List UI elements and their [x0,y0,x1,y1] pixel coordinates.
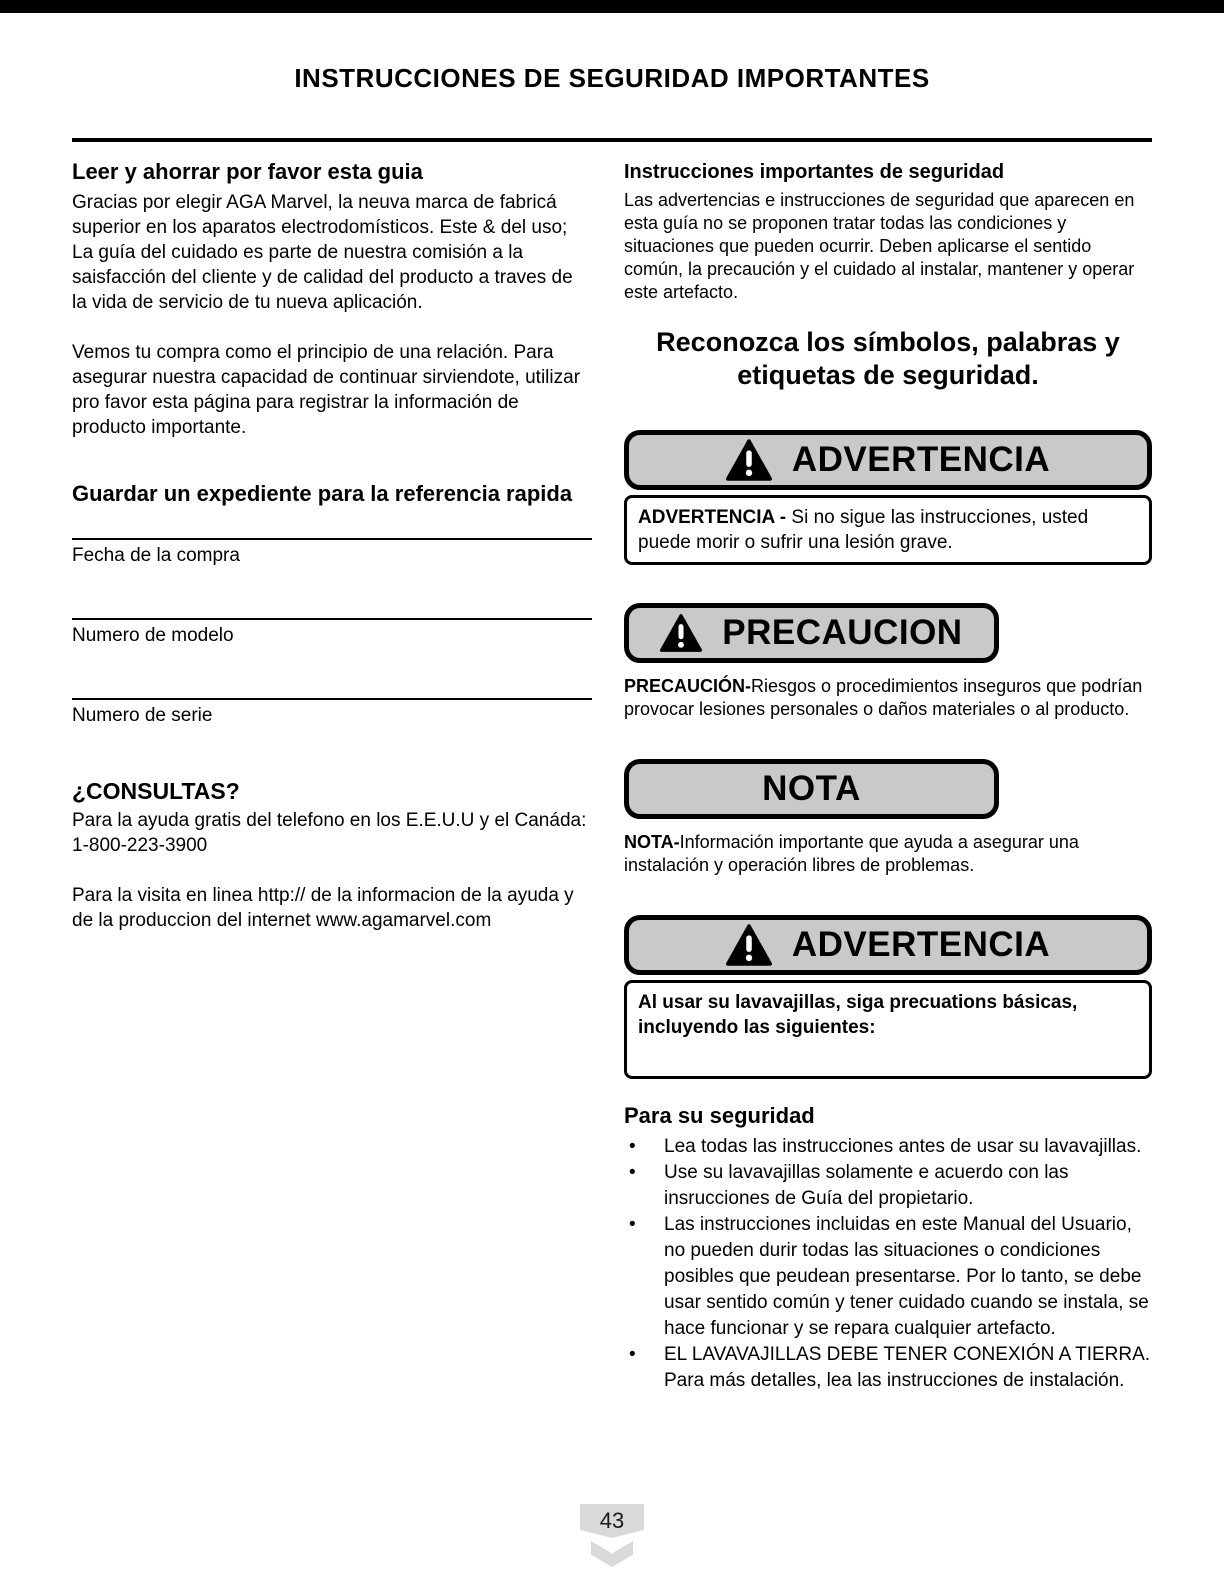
warning-body-1 [624,495,1152,565]
note-body [624,831,1152,877]
footer-chevron-shape [591,1541,633,1567]
paragraph-important-instructions: Las advertencias e instrucciones de seguridad que aparecen en esta guía no se proponen tratar todas las condiciones y situaciones que pueden ocurrir. Deben aplicarse el sentido común, la precaución y el cuidado al instalar, mantener y operar este artefacto. [624,190,1135,302]
section-heading-consultas: ¿CONSULTAS? [72,778,240,804]
caution-body-text: Riesgos o procedimientos inseguros que podrían provocar lesiones personales o daños materiales o al producto. [624,676,1143,719]
warning-triangle-icon [726,924,772,966]
warning-body-2: Al usar su lavavajillas, siga precuations básicas, incluyendo las siguientes: [624,980,1152,1079]
form-line-purchase-date [72,538,592,568]
bullet-marker: • [629,1214,636,1235]
warning-body-text: Si no sigue las instrucciones, usted puede morir o sufrir una lesión grave. [638,507,1089,553]
page-number: 43 [599,1508,625,1533]
field-label-serial-number: Numero de serie [72,705,213,726]
caution-body [624,675,1152,721]
warning-header-2 [624,915,1152,975]
form-line-model-number [72,618,592,648]
page-title: INSTRUCCIONES DE SEGURIDAD IMPORTANTES [294,63,930,93]
page-footer [576,1504,648,1570]
field-label-model-number: Numero de modelo [72,625,234,646]
bullet-marker: • [629,1136,636,1157]
warning-label: ADVERTENCIA [791,925,1051,964]
symbols-heading: Reconozca los símbolos, palabras y etiquetas de seguridad. [656,327,1120,390]
caution-label: PRECAUCION [722,613,963,652]
note-block [624,759,1152,877]
warning-triangle-icon [660,614,702,652]
field-label-purchase-date: Fecha de la compra [72,545,240,566]
bullet-text: Las instrucciones incluidas en este Manual del Usuario, no pueden durir todas las situaciones o condiciones posibles que peudean presentarse. Por lo tanto, se debe usar sentido común y tener cuidado cuando se instala, se hace funcionar y se repara cualquier artefacto. [664,1214,1149,1339]
paragraph-save-guide-1: Gracias por elegir AGA Marvel, la neuva marca de fabricá superior en los aparatos electrodomísticos. Este & del uso; La guía del cuidado es parte de nuestra comisión a la saisfacción del cliente y de calidad del producto a traves de la vida de servicio de tu nueva aplicación. [72,192,573,313]
safety-bullet-list [624,1134,1152,1394]
note-body-prefix: NOTA- [624,832,680,852]
bullet-text: EL LAVAVAJILLAS DEBE TENER CONEXIÓN A TIERRA. Para más detalles, lea las instrucciones de instalación. [664,1344,1151,1391]
list-item [624,1212,1152,1342]
section-heading-save-guide: Leer y ahorrar por favor esta guia [72,159,423,184]
list-item [624,1342,1152,1394]
paragraph-save-guide-2: Vemos tu compra como el principio de una relación. Para asegurar nuestra capacidad de continuar sirviendote, utilizar pro favor esta página para registrar la información de producto importante. [72,342,581,438]
list-item [624,1160,1152,1212]
note-body-text: Información importante que ayuda a asegurar una instalación y operación libres de problemas. [624,832,1079,875]
note-header [624,759,999,819]
bullet-marker: • [629,1344,636,1365]
warning-block-1 [624,430,1152,565]
bullet-text: Lea todas las instrucciones antes de usar su lavavajillas. [664,1136,1142,1157]
caution-body-prefix: PRECAUCIÓN- [624,676,752,696]
note-label: NOTA [762,769,861,808]
list-item [624,1134,1152,1160]
caution-block [624,603,1152,721]
top-border-bar [0,0,1224,13]
warning-triangle-icon [726,439,772,481]
warning-header-1 [624,430,1152,490]
section-heading-record: Guardar un expediente para la referencia rapida [72,481,573,506]
page-number-area [576,1504,648,1570]
left-column [72,158,592,1394]
warning-body-prefix: ADVERTENCIA - [638,507,792,528]
form-line-serial-number [72,698,592,728]
section-heading-important-instructions: Instrucciones importantes de seguridad [624,161,1005,183]
warning-label: ADVERTENCIA [791,440,1051,479]
bullet-text: Use su lavavajillas solamente e acuerdo con las insrucciones de Guía del propietario. [664,1162,1069,1209]
paragraph-web-help: Para la visita en linea http:// de la informacion de la ayuda y de la produccion del internet www.agamarvel.com [72,885,574,931]
paragraph-phone-help: Para la ayuda gratis del telefono en los E.E.U.U y el Canáda: 1-800-223-3900 [72,810,587,856]
warning-block-2 [624,915,1152,1079]
record-fields [72,538,592,728]
right-column [624,158,1152,1394]
section-heading-safety: Para su seguridad [624,1103,815,1128]
caution-header [624,603,999,663]
bullet-marker: • [629,1162,636,1183]
two-column-layout [0,142,1224,1394]
